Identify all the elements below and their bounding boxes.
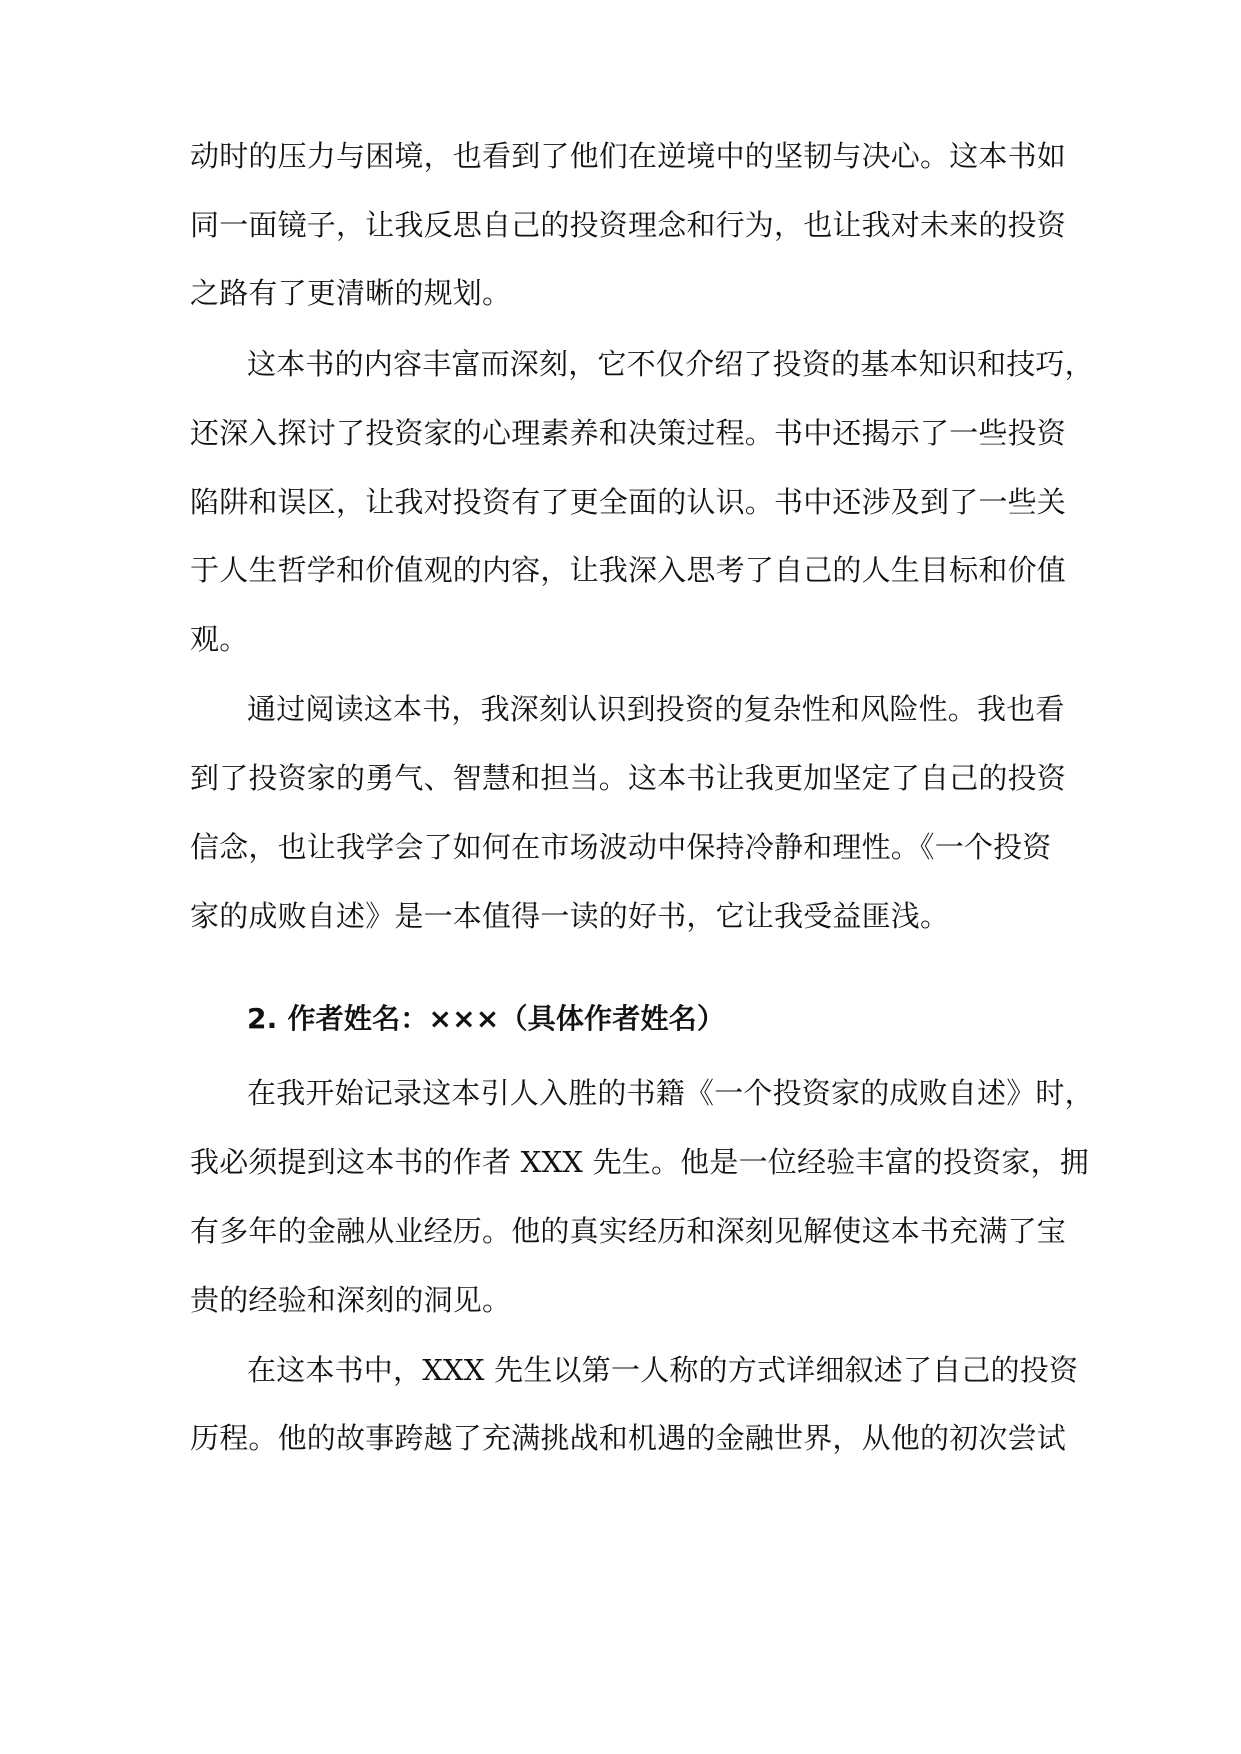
paragraph-line: 贵的经验和深刻的洞见。 bbox=[190, 1283, 512, 1317]
paragraph-line: 陷阱和误区，让我对投资有了更全面的认识。书中还涉及到了一些关 bbox=[190, 485, 1067, 519]
paragraph-line: 通过阅读这本书，我深刻认识到投资的复杂性和风险性。我也看 bbox=[247, 692, 1065, 726]
paragraph-line: 家的成败自述》是一本值得一读的好书，它让我受益匪浅。 bbox=[190, 899, 950, 933]
paragraph-line: 信念，也让我学会了如何在市场波动中保持冷静和理性。《一个投资 bbox=[190, 830, 1052, 864]
paragraph-line: 历程。他的故事跨越了充满挑战和机遇的金融世界，从他的初次尝试 bbox=[190, 1421, 1067, 1455]
paragraph-line: 在这本书中，XXX 先生以第一人称的方式详细叙述了自己的投资 bbox=[247, 1353, 1079, 1387]
paragraph-line: 之路有了更清晰的规划。 bbox=[190, 276, 512, 310]
paragraph-line: 到了投资家的勇气、智慧和担当。这本书让我更加坚定了自己的投资 bbox=[190, 761, 1067, 795]
paragraph-line: 动时的压力与困境，也看到了他们在逆境中的坚韧与决心。这本书如 bbox=[190, 139, 1067, 173]
paragraph-line: 有多年的金融从业经历。他的真实经历和深刻见解使这本书充满了宝 bbox=[190, 1214, 1067, 1248]
paragraph-line: 在我开始记录这本引人入胜的书籍《一个投资家的成败自述》时， bbox=[247, 1076, 1094, 1110]
paragraph-line: 观。 bbox=[190, 622, 249, 656]
paragraph-line: 我必须提到这本书的作者 XXX 先生。他是一位经验丰富的投资家，拥 bbox=[190, 1145, 1089, 1179]
paragraph-line: 这本书的内容丰富而深刻，它不仅介绍了投资的基本知识和技巧， bbox=[247, 347, 1094, 381]
paragraph-line: 于人生哲学和价值观的内容，让我深入思考了自己的人生目标和价值 bbox=[190, 553, 1067, 587]
paragraph-line: 同一面镜子，让我反思自己的投资理念和行为，也让我对未来的投资 bbox=[190, 208, 1067, 242]
paragraph-line: 还深入探讨了投资家的心理素养和决策过程。书中还揭示了一些投资 bbox=[190, 416, 1067, 450]
section-heading: 2. 作者姓名：×××（具体作者姓名） bbox=[247, 1002, 726, 1035]
